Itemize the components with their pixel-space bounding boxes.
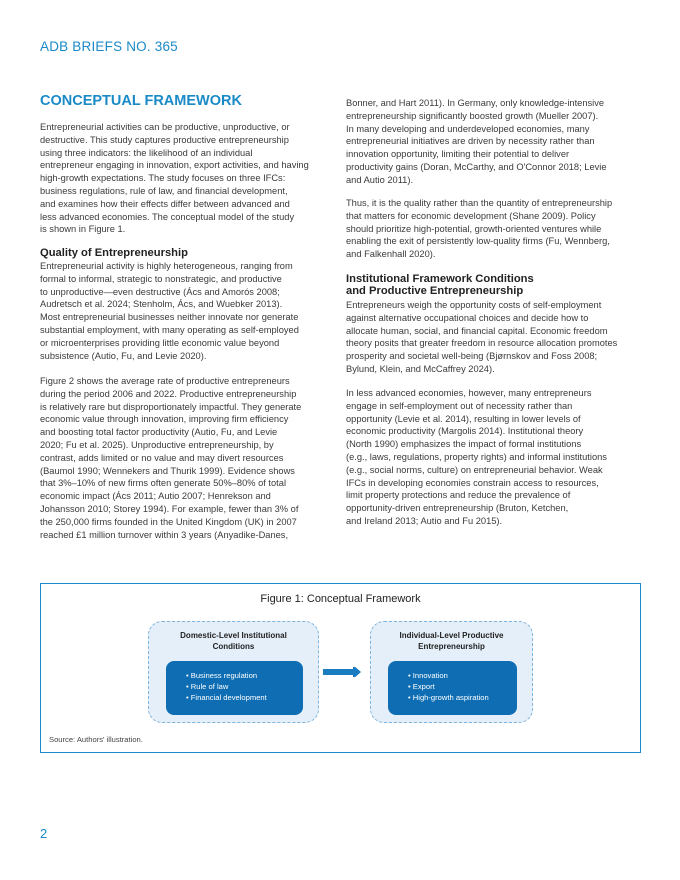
text-line: formal to informal, strategic to nonstrategic, and productive (40, 273, 282, 284)
intro-paragraph (40, 121, 309, 236)
text-line: economic value through innovation, improving firm efficiency (40, 414, 289, 425)
text-line: subsistence (Autio, Fu, and Levie 2020). (40, 350, 207, 361)
text-line: to unproductive—even destructive (Ács and Amorós 2008; (40, 286, 280, 297)
text-line: should prioritize high-potential, growth-oriented ventures while (346, 223, 602, 234)
text-line: In many developing and underdeveloped economies, many (346, 123, 590, 134)
text-line: Entrepreneurs weigh the opportunity costs of self-employment (346, 300, 602, 310)
text-line: engage in self-employment out of necessity rather than (346, 400, 573, 411)
bullet-item: • Business regulation (186, 671, 258, 680)
text-line: Audretsch et al. 2024; Stenholm, Ács, and Wuebker 2013). (40, 299, 283, 310)
text-line: and Autio 2011). (346, 174, 414, 185)
text-line: and Ireland 2013; Autio and Fu 2015). (346, 515, 503, 526)
text-line: Thus, it is the quality rather than the quantity of entrepreneurship (346, 198, 613, 208)
ifc-heading (346, 273, 534, 297)
text-line: that 3%–10% of new firms often generate 50%–80% of total (40, 478, 287, 489)
text-line: productivity gains (Doran, McCarthy, and O'Connor 2018; Levie (346, 161, 607, 172)
publication-header: ADB BRIEFS NO. 365 (40, 39, 178, 54)
figure-title: Figure 1: Conceptual Framework (260, 593, 421, 605)
text-line: against alternative occupational choices and decide how to (346, 312, 589, 323)
germany-paragraph (346, 97, 607, 187)
page-number: 2 (40, 826, 48, 841)
bullet-item: • Rule of law (186, 682, 229, 691)
text-line: entrepreneur engaging in innovation, export activities, and having (40, 160, 309, 171)
productive-box-title (371, 630, 532, 652)
text-line: contrast, adds limited or no value and may divert resources (40, 452, 284, 463)
text-line: and examines how their effects differ between advanced and (40, 198, 290, 209)
text-line: Most entrepreneurial businesses neither innovate nor generate (40, 312, 299, 323)
quality-paragraph (40, 260, 299, 362)
text-line: In less advanced economies, however, many entrepreneurs (346, 388, 592, 398)
quality-quantity-paragraph (346, 197, 612, 261)
text-line: (Baumol 1990; Wennekers and Thurik 1999). Evidence shows (40, 465, 295, 476)
text-line: is relatively rare but disproportionately impactful. They generate (40, 401, 302, 412)
text-line: Bonner, and Hart 2011). In Germany, only knowledge-intensive (346, 98, 605, 108)
text-line: during the period 2006 and 2022. Productive entrepreneurship (40, 388, 297, 399)
text-line: Bylund, Klein, and McCaffrey 2024). (346, 363, 495, 374)
bullet-item: • Financial development (186, 693, 267, 702)
text-line: opportunity-driven entrepreneurship (Bruton, Ketchen, (346, 503, 569, 514)
text-line: Figure 2 shows the average rate of productive entrepreneurs (40, 376, 290, 386)
text-line: economic productivity (Margolis 2014). Institutional theory (346, 426, 584, 437)
text-line: Domestic-Level Institutional (180, 631, 287, 640)
text-line: reached £1 million turnover within 3 years (Anyadike-Danes, (40, 529, 289, 540)
bullet-item: • High-growth aspiration (408, 693, 489, 702)
figure-1 (40, 583, 641, 753)
domestic-box-title (149, 630, 318, 652)
text-line: (North 1990) emphasizes the impact of formal institutions (346, 439, 582, 450)
text-line: allocate human, social, and financial capital. Economic freedom (346, 325, 608, 336)
less-advanced-paragraph (346, 387, 607, 528)
bullet-item: • Export (408, 682, 435, 691)
figure-source: Source: Authors' illustration. (49, 735, 143, 744)
text-line: innovation opportunity, limiting their potential to deliver (346, 149, 570, 160)
productive-entrepreneurship-box (370, 621, 533, 723)
text-line: high-growth expectations. The study focuses on three IFCs: (40, 173, 286, 184)
text-line: using three indicators: the likelihood of an individual (40, 147, 253, 158)
ifc-paragraph (346, 299, 617, 376)
figure2-paragraph (40, 375, 301, 541)
text-line: substantial employment, with many operating as self-employed (40, 324, 299, 335)
domestic-items (166, 661, 303, 715)
text-line: or microenterprises providing little economic value beyond (40, 337, 280, 348)
text-line: less advanced economies. The conceptual model of the study (40, 211, 295, 222)
text-line: 2020; Fu et al. 2025). Unproductive entrepreneurship, by (40, 439, 274, 450)
text-line: economic impact (Ács 2011; Autio 2007; Henrekson and (40, 491, 271, 502)
text-line: prosperity and societal well-being (Bjørnskov and Foss 2008; (346, 351, 598, 362)
text-line: Entrepreneurial activities can be productive, unproductive, or (40, 122, 290, 132)
text-line: destructive. This study captures productive entrepreneurship (40, 134, 289, 145)
text-line: entrepreneurship significantly boosted growth (Mueller 2007). (346, 110, 599, 121)
text-line: enabling the exit of persistently low-quality firms (Fu, Wennberg, (346, 236, 610, 247)
section-title: CONCEPTUAL FRAMEWORK (40, 93, 242, 109)
text-line: and Productive Entrepreneurship (346, 285, 524, 298)
text-line: theory posits that greater freedom in resource allocation promotes (346, 338, 618, 349)
text-line: Individual-Level Productive (399, 631, 504, 640)
text-line: the 250,000 firms founded in the United Kingdom (UK) in 2007 (40, 516, 297, 527)
text-line: IFCs in developing economies constrain access to resources, (346, 477, 599, 488)
text-line: is shown in Figure 1. (40, 224, 126, 235)
text-line: and boosting total factor productivity (Autio, Fu, and Levie (40, 427, 278, 438)
domestic-conditions-box (148, 621, 319, 723)
text-line: Entrepreneurship (418, 642, 485, 651)
text-line: (e.g., social norms, culture) on entrepreneurial behavior. Weak (346, 464, 603, 475)
quality-heading: Quality of Entrepreneurship (40, 247, 188, 259)
bullet-item: • Innovation (408, 671, 448, 680)
arrow-right-icon (323, 667, 361, 677)
text-line: Johansson 2010; Storey 1994). For example, fewer than 3% of (40, 503, 299, 514)
text-line: opportunity (Levie et al. 2014), resulting in lower levels of (346, 413, 581, 424)
text-line: Conditions (212, 642, 255, 651)
text-line: (e.g., laws, regulations, property rights) and informal institutions (346, 451, 607, 462)
text-line: Institutional Framework Conditions (346, 273, 534, 285)
text-line: entrepreneurial initiatives are driven by necessity rather than (346, 136, 595, 147)
text-line: business regulations, rule of law, and financial development, (40, 185, 288, 196)
text-line: that matters for economic development (Shane 2009). Policy (346, 210, 596, 221)
text-line: Entrepreneurial activity is highly heterogeneous, ranging from (40, 261, 293, 271)
productive-items (388, 661, 517, 715)
text-line: limit property protections and reduce the prevalence of (346, 490, 571, 501)
text-line: and Falkenhall 2020). (346, 249, 436, 260)
